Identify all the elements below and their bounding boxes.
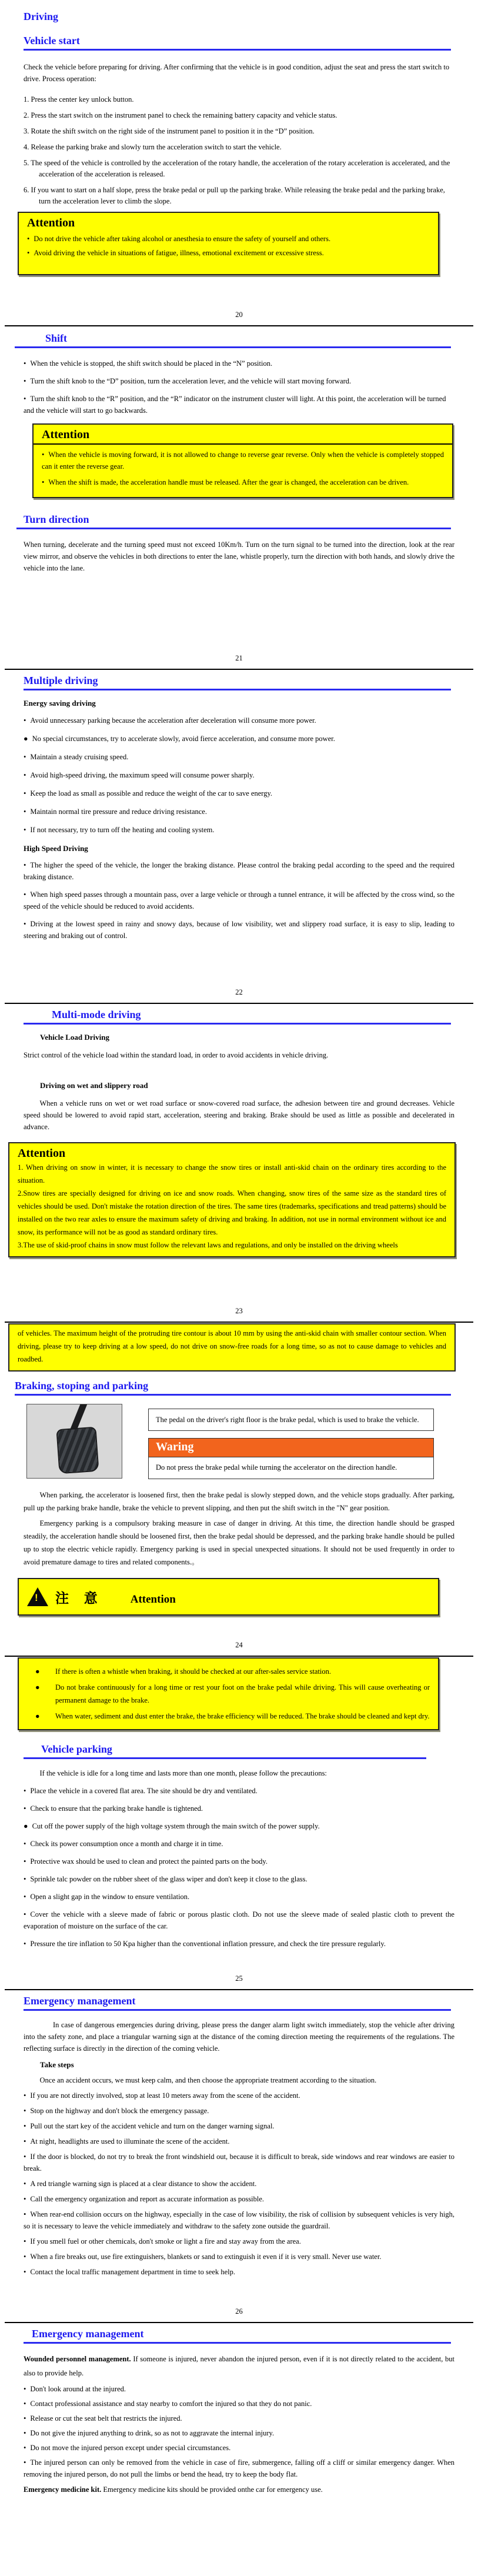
step-item: 5. The speed of the vehicle is controlled by the acceleration of the rotary handle, the acceleration of the rotary acceleration is accelerated, and the acceleration of the acceleration is released. <box>24 159 450 178</box>
bullet-item: • When rear-end collision occurs on the highway, especially in the case of low visibility, the risk of collision by subsequent vehicles is very high, so it is necessary to leave the vehicle immediately and withdraw to the safety zone outside the guardrail. <box>24 2210 454 2230</box>
bullet-icon: • <box>24 2107 26 2115</box>
bullet-item: • Do not move the injured person except under special circumstances. <box>24 2444 231 2452</box>
medicine-kit-paragraph: Emergency medicine kit. Emergency medicine kits should be provided onthe car for emergency use. <box>24 2485 323 2494</box>
bullet-icon: • <box>27 249 30 257</box>
bullet-item: • Open a slight gap in the window to ensure ventilation. <box>24 1893 190 1901</box>
bullet-item: • Do not give the injured anything to drink, so as not to aggravate the internal injury. <box>24 2429 275 2437</box>
page-21 <box>0 325 478 669</box>
bullet-icon: • <box>24 2137 26 2145</box>
bullet-icon: • <box>24 920 26 928</box>
bullet-icon: • <box>24 2253 26 2261</box>
bullet-item: • When high speed passes through a mountain pass, over a large vehicle or through a tunnel entrance, it will be affected by the cross wind, so the speed of the vehicle should be reduced to avoid accidents. <box>24 890 454 910</box>
vehicle-load-paragraph: Strict control of the vehicle load within the standard load, in order to avoid accidents in vehicle driving. <box>24 1051 329 1059</box>
bullet-icon: • <box>24 771 26 779</box>
bullet-icon: • <box>42 451 45 459</box>
page-number: 21 <box>235 654 243 662</box>
bullet-icon: • <box>24 2444 26 2452</box>
bullet-item: • Keep the load as small as possible and reduce the weight of the car to save energy. <box>24 789 273 798</box>
page-separator <box>5 325 473 326</box>
bullet-item: • Pull out the start key of the accident vehicle and turn on the danger warning signal. <box>24 2122 275 2130</box>
bullet-item: • At night, headlights are used to illuminate the scene of the accident. <box>24 2137 230 2145</box>
bullet-item: • Stop on the highway and don't block the emergency passage. <box>24 2107 209 2115</box>
page-number: 20 <box>235 311 243 319</box>
wounded-lead-bold: Wounded personnel management. <box>24 2355 131 2363</box>
bullet-icon: • <box>42 478 45 486</box>
section-heading-shift: Shift <box>15 332 451 348</box>
bullet-item: • Maintain normal tire pressure and reduce driving resistance. <box>24 807 207 816</box>
step-item: 2. Press the start switch on the instrument panel to check the remaining battery capacity and vehicle status. <box>24 111 337 119</box>
bullet-icon: • <box>24 2458 26 2467</box>
bullet-item: • Cover the vehicle with a sleeve made of fabric or porous plastic cloth. Do not use the sleeve made of sealed plastic cloth to prevent the evaporation of moisture on the surface of the car. <box>24 1910 454 1930</box>
parking-intro: If the vehicle is idle for a long time and lasts more than one month, please follow the precautions: <box>39 1769 327 1777</box>
turn-direction-paragraph: When turning, decelerate and the turning speed must not exceed 10Km/h. Turn on the turn signal to be turned into the direction, look at the rear view mirror, and observe the vehicles in both directions to enter the lane, whistle properly, turn the direction with both hands, and slowly drive the vehicle into the lane. <box>24 540 454 572</box>
bullet-icon: • <box>24 807 26 816</box>
step-item: 1. Press the center key unlock button. <box>24 95 134 104</box>
brake-pedal-figure-row <box>24 1404 454 1479</box>
bullet-item: ● Cut off the power supply of the high voltage system through the main switch of the power supply. <box>24 1822 320 1830</box>
bullet-item: • Turn the shift knob to the “R” position, and the “R” indicator on the instrument cluster will light. At this point, the acceleration will be turned and the vehicle will start to go backwards. <box>24 395 446 415</box>
bullet-icon: • <box>24 826 26 834</box>
take-steps-paragraph: Once an accident occurs, we must keep calm, and then choose the appropriate treatment according to the situation. <box>39 2076 377 2084</box>
page-number: 25 <box>235 1974 243 1983</box>
section-heading-multi-mode: Multi-mode driving <box>24 1009 451 1025</box>
bullet-icon: ● <box>35 1667 40 1676</box>
bullet-item: • When a fire breaks out, use fire extinguishers, blankets or sand to extinguish it even if it is very small. Never use water. <box>24 2253 382 2261</box>
bullet-icon: • <box>24 2268 26 2276</box>
bullet-icon: • <box>24 1804 26 1813</box>
bullet-item: • Sprinkle talc powder on the rubber sheet of the glass wiper and don't keep it close to the glass. <box>24 1875 307 1883</box>
bullet-icon: • <box>24 789 26 798</box>
attention-yellow-box <box>18 1657 439 1730</box>
attention-item: • When the vehicle is moving forward, it is not allowed to change to reverse gear reverse. Only when the vehicle is completely stopped can it enter the reverse gear. <box>42 451 444 471</box>
emergency-parking-paragraph: Emergency parking is a compulsory braking measure in case of danger in driving. At this time, the direction handle should be grasped steadily, the acceleration handle should be loosened first, then the brake pedal should be depressed, and the parking brake handle should be pulled up to stop the electric vehicle rapidly. Emergency parking is used in special unexpected situations. It should not be used frequently in order to avoid premature damage to tires and related components.。 <box>24 1519 454 1566</box>
attention-banner <box>18 1578 439 1616</box>
bullet-item: • Turn the shift knob to the “D” position, turn the acceleration lever, and the vehicle will start moving forward. <box>24 377 352 385</box>
subheading-high-speed: High Speed Driving <box>24 844 88 853</box>
bullet-item: • A red triangle warning sign is placed at a clear distance to show the accident. <box>24 2180 257 2188</box>
attention-banner-chinese: 注 意 <box>55 1590 103 1606</box>
warning-title: Waring <box>149 1439 433 1457</box>
medicine-kit-bold: Emergency medicine kit. <box>24 2485 102 2494</box>
yellow-box-item: ● Do not brake continuously for a long time or rest your foot on the brake pedal while driving. This will cause overheating or permanent damage to the brake. <box>27 1681 430 1707</box>
brake-pedal-image <box>26 1404 122 1479</box>
bullet-icon: • <box>24 395 26 403</box>
subheading-take-steps: Take steps <box>40 2060 74 2069</box>
bullet-icon: • <box>24 2122 26 2130</box>
bullet-icon: • <box>24 2237 26 2245</box>
attention-paragraph: 3.The use of skid-proof chains in snow must follow the relevant laws and regulations, and only be installed on the driving wheels <box>18 1241 398 1249</box>
bullet-icon: • <box>24 753 26 761</box>
step-item: 3. Rotate the shift switch on the right side of the instrument panel to position it in the “D” position. <box>24 127 315 135</box>
bullet-icon: • <box>24 2153 26 2161</box>
bullet-icon: ● <box>35 1712 40 1720</box>
warning-triangle-icon <box>27 1587 48 1606</box>
section-heading-braking: Braking, stoping and parking <box>15 1380 451 1396</box>
page-separator <box>5 669 473 670</box>
bullet-item: • The higher the speed of the vehicle, the longer the braking distance. Please control the braking pedal according to the speed and the required braking distance. <box>24 861 454 881</box>
bullet-icon: • <box>24 2400 26 2408</box>
bullet-icon: • <box>24 2091 26 2100</box>
bullet-item: • Maintain a steady cruising speed. <box>24 753 129 761</box>
section-heading-emergency-management: Emergency management <box>24 1995 451 2011</box>
emergency-intro-paragraph: In case of dangerous emergencies during driving, please press the danger alarm light switch immediately, stop the vehicle after driving into the safety zone, and place a triangular warning sign at the distance of the coming direction meeting the requirements of the regulations. The reflecting surface is directly in the direction of the coming vehicle. <box>24 2021 454 2053</box>
attention-banner-title: Attention <box>130 1593 176 1606</box>
bullet-icon: • <box>24 377 26 385</box>
attention-box <box>32 423 453 498</box>
bullet-icon: ● <box>24 1822 28 1830</box>
section-heading-multiple-driving: Multiple driving <box>24 675 451 690</box>
page-23 <box>0 1003 478 1322</box>
subheading-wet-road: Driving on wet and slippery road <box>40 1081 148 1090</box>
bullet-icon: • <box>24 890 26 899</box>
bullet-item: • Pressure the tire inflation to 50 Kpa higher than the conventional inflation pressure, and check the tire pressure regularly. <box>24 1940 386 1948</box>
page-27 <box>0 2322 478 2576</box>
bullet-icon: • <box>24 359 26 368</box>
warning-text: Do not press the brake pedal while turning the accelerator on the direction handle. <box>156 1463 397 1471</box>
attention-item: • When the shift is made, the acceleration handle must be released. After the gear is changed, the acceleration can be driven. <box>42 478 409 486</box>
intro-paragraph: Check the vehicle before preparing for driving. After confirming that the vehicle is in good condition, adjust the seat and press the start switch to drive. Process operation: <box>24 63 450 83</box>
bullet-icon: • <box>24 2210 26 2218</box>
attention-title: Attention <box>27 216 75 229</box>
page-number: 26 <box>235 2307 243 2315</box>
bullet-item: • Check to ensure that the parking brake handle is tightened. <box>24 1804 203 1813</box>
attention-item: • Do not drive the vehicle after taking alcohol or anesthesia to ensure the safety of yourself and others. <box>27 235 331 243</box>
exclamation-mark: ! <box>35 1592 38 1603</box>
bullet-item: • Protective wax should be used to clean and protect the painted parts on the body. <box>24 1857 268 1866</box>
page-separator <box>5 1989 473 1990</box>
section-heading-turn-direction: Turn direction <box>16 513 451 529</box>
bullet-item: • If the door is blocked, do not try to break the front windshield out, because it is difficult to break, side windows and rear windows are easier to break. <box>24 2153 454 2173</box>
bullet-item: • If you are not directly involved, stop at least 10 meters away from the scene of the accident. <box>24 2091 300 2100</box>
bullet-item: • The injured person can only be removed from the vehicle in case of fire, submergence, falling off a cliff or similar emergency danger. When removing the injured person, do not pull the limbs or bend the head, try to keep the body flat. <box>24 2458 454 2478</box>
section-heading-emergency-management-2: Emergency management <box>24 2328 451 2344</box>
page-number: 24 <box>235 1641 243 1649</box>
bullet-icon: • <box>24 1787 26 1795</box>
bullet-icon: • <box>24 1840 26 1848</box>
page-separator <box>5 1322 473 1323</box>
step-item: 6. If you want to start on a half slope, press the brake pedal or pull up the parking brake. While releasing the brake pedal and the parking brake, turn the acceleration lever to climb the slope. <box>24 186 445 205</box>
page-22 <box>0 669 478 1003</box>
section-heading-vehicle-start: Vehicle start <box>24 35 451 51</box>
page-number: 22 <box>235 988 243 996</box>
page-separator <box>5 1656 473 1657</box>
bullet-icon: • <box>24 1857 26 1866</box>
pedal-caption-box: The pedal on the driver's right floor is the brake pedal, which is used to brake the vehicle. <box>148 1409 434 1431</box>
bullet-icon: • <box>24 2429 26 2437</box>
bullet-icon: • <box>24 2414 26 2422</box>
subheading-vehicle-load: Vehicle Load Driving <box>40 1033 109 1042</box>
attention-title: Attention <box>18 1147 66 1160</box>
bullet-item: • Don't look around at the injured. <box>24 2385 126 2393</box>
bullet-item: • Avoid unnecessary parking because the acceleration after deceleration will consume more power. <box>24 716 316 725</box>
attention-title: Attention <box>34 427 452 445</box>
bullet-item: • Check its power consumption once a month and charge it in time. <box>24 1840 223 1848</box>
bullet-icon: • <box>24 1910 26 1918</box>
bullet-icon: • <box>24 2385 26 2393</box>
yellow-box-item: ● When water, sediment and dust enter the brake, the brake efficiency will be reduced. The brake should be cleaned and kept dry. <box>27 1710 430 1723</box>
doc-title: Driving <box>24 11 59 22</box>
attention-item: • Avoid driving the vehicle in situations of fatigue, illness, emotional excitement or excessive stress. <box>27 249 324 257</box>
bullet-item: • Contact the local traffic management department in time to seek help. <box>24 2268 235 2276</box>
section-heading-vehicle-parking: Vehicle parking <box>24 1743 426 1759</box>
bullet-icon: • <box>24 1940 26 1948</box>
bullet-item: • If not necessary, try to turn off the heating and cooling system. <box>24 826 215 834</box>
step-item: 4. Release the parking brake and slowly turn the acceleration switch to start the vehicle. <box>24 143 282 151</box>
bullet-item: • Release or cut the seat belt that restricts the injured. <box>24 2414 182 2422</box>
wet-road-paragraph: When a vehicle runs on wet or wet road surface or snow-covered road surface, the adhesion between tire and ground decreases. Vehicle speed should be lowered to avoid rapid start, acceleration, steering and braking. Brake should be used as little as possible and decelerated in advance. <box>24 1099 454 1131</box>
page-25 <box>0 1656 478 1989</box>
subheading-energy-saving: Energy saving driving <box>24 699 96 708</box>
bullet-item: • Place the vehicle in a covered flat area. The site should be dry and ventilated. <box>24 1787 258 1795</box>
yellow-box-item: ● If there is often a whistle when braking, it should be checked at our after-sales service station. <box>27 1665 430 1678</box>
attention-paragraph: 2.Snow tires are specially designed for driving on ice and snow roads. When changing, snow tires of the same size as the standard tires of vehicles should be used. Don't mistake the rotation direction of the tires. The same tires (trademarks, specifications and tread patterns) should be installed on the two rear axles to ensure the maximum safety of driving and braking. In addition, not use in normal environment without ice and snow, its performance will not be as good as standard ordinary tires. <box>18 1189 446 1236</box>
page-20 <box>0 0 478 325</box>
bullet-icon: ● <box>35 1683 40 1691</box>
attention-paragraph: of vehicles. The maximum height of the protruding tire contour is about 10 mm by using the anti-skid chain with smaller contour section. When driving, please try to keep driving at a low speed, do not drive on snow-free roads for a long time, so as not to cause damage to vehicles and roadbed. <box>18 1329 446 1363</box>
bullet-icon: • <box>24 1875 26 1883</box>
wounded-lead-paragraph: Wounded personnel management. If someone is injured, never abandon the injured person, even if it is not directly related to the accident, but also to provide help. <box>24 2355 454 2377</box>
bullet-item: • When the vehicle is stopped, the shift switch should be placed in the “N” position. <box>24 359 273 368</box>
bullet-icon: • <box>27 235 30 243</box>
bullet-icon: • <box>24 861 26 869</box>
pedal-pad <box>56 1427 99 1474</box>
parking-paragraph: When parking, the accelerator is loosened first, then the brake pedal is slowly stepped down, and the vehicle stops gradually. After parking, pull up the parking brake handle, brake the vehicle to prevent slipping, and then put the shift switch in the "N" gear position. <box>24 1491 454 1512</box>
bullet-icon: • <box>24 1893 26 1901</box>
bullet-item: • Driving at the lowest speed in rainy and snowy days, because of low visibility, wet and slippery road surface, it is easy to slip, leading to steering and braking out of control. <box>24 920 454 940</box>
attention-paragraph: 1. When driving on snow in winter, it is necessary to change the snow tires or install anti-skid chain on the ordinary tires according to the situation. <box>18 1163 446 1184</box>
page-26 <box>0 1989 478 2322</box>
warning-box <box>148 1438 434 1479</box>
bullet-item: • If you smell fuel or other chemicals, don't smoke or light a fire and stay away from the area. <box>24 2237 301 2245</box>
bullet-icon: • <box>24 716 26 725</box>
page-separator <box>5 2322 473 2323</box>
attention-box <box>18 212 439 275</box>
attention-box-continuation <box>8 1323 456 1372</box>
page-24 <box>0 1322 478 1656</box>
bullet-item: • Contact professional assistance and stay nearby to comfort the injured so that they do not panic. <box>24 2400 312 2408</box>
bullet-icon: ● <box>24 735 28 743</box>
bullet-item: ● No special circumstances, try to accelerate slowly, avoid fierce acceleration, and consume more power. <box>24 735 335 743</box>
bullet-icon: • <box>24 2180 26 2188</box>
bullet-item: • Call the emergency organization and report as accurate information as possible. <box>24 2195 265 2203</box>
bullet-item: • Avoid high-speed driving, the maximum speed will consume power sharply. <box>24 771 255 779</box>
page-number: 23 <box>235 1307 243 1315</box>
attention-box <box>8 1142 456 1257</box>
page-separator <box>5 1003 473 1004</box>
bullet-icon: • <box>24 2195 26 2203</box>
